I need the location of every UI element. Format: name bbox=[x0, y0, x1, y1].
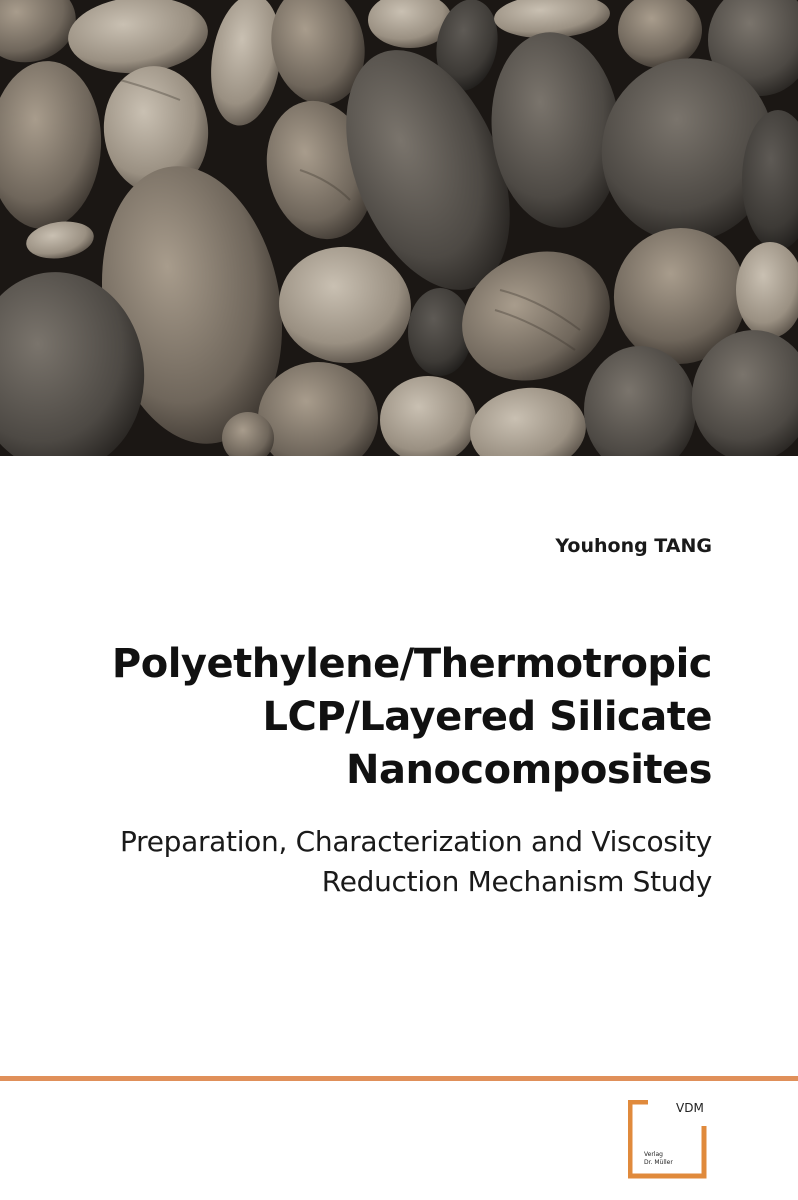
author-name: Youhong TANG bbox=[555, 535, 712, 557]
cover-photo-pebbles bbox=[0, 0, 798, 456]
publisher-logo bbox=[628, 1100, 718, 1180]
book-title-line-1: Polyethylene/Thermotropic bbox=[111, 641, 712, 687]
book-subtitle-line-1: Preparation, Characterization and Viscosity bbox=[120, 825, 712, 858]
accent-divider bbox=[0, 1076, 798, 1081]
logo-vdm-text: VDM bbox=[676, 1101, 704, 1115]
book-subtitle bbox=[12, 822, 712, 902]
book-title bbox=[12, 638, 712, 797]
book-subtitle-line-2: Reduction Mechanism Study bbox=[321, 865, 712, 898]
book-title-line-3: Nanocomposites bbox=[346, 747, 712, 793]
vdm-logo-icon bbox=[628, 1100, 718, 1180]
logo-line1-text: Verlag bbox=[644, 1151, 663, 1158]
logo-line2-text: Dr. Müller bbox=[644, 1159, 673, 1166]
book-title-line-2: LCP/Layered Silicate bbox=[262, 694, 712, 740]
pebbles-photo-icon bbox=[0, 0, 798, 456]
